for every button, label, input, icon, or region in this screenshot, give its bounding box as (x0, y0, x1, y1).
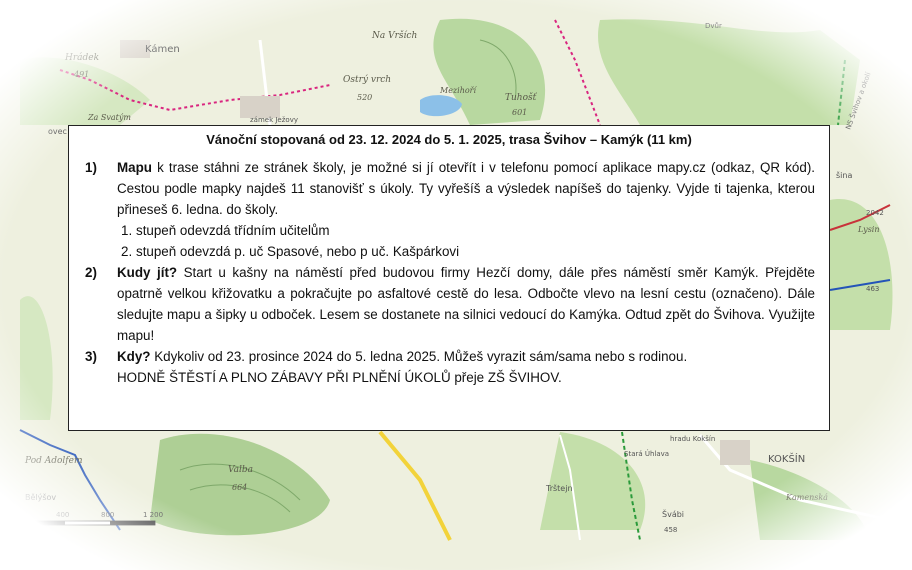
sub-item (121, 241, 815, 262)
sub-item (121, 220, 815, 241)
notice-item (83, 157, 815, 220)
sub-item-text: stupeň odevzdá třídním učitelům (136, 223, 330, 238)
item-number: 3) (85, 349, 97, 364)
item-body: k trase stáhni ze stránek školy, je možné si jí otevřít i v telefonu pomocí aplikace mapy.cz (odkaz, QR kód). Cestou podle mapky najdeš 11 stanovišť s úkoly. Ty vyřešíš a výsledek napíšeš do tajenky. Vyjde ti tajenka, kterou přineseš 6. ledna. do školy. (117, 160, 815, 217)
item-text (117, 346, 815, 367)
sub-item-number: 1. (121, 223, 133, 238)
sub-item-text: stupeň odevzdá p. uč Spasové, nebo p uč. Kašpárkovi (136, 244, 460, 259)
item-lead: Kdy? (117, 349, 151, 364)
item-text (117, 262, 815, 346)
notice-item (83, 346, 815, 367)
closing-line: HODNĚ ŠTĚSTÍ A PLNO ZÁBAVY PŘI PLNĚNÍ ÚKOLŮ přeje ZŠ ŠVIHOV. (117, 370, 562, 385)
item-text (117, 157, 815, 220)
notice-box (68, 125, 830, 431)
sub-item-number: 2. (121, 244, 133, 259)
item-number: 2) (85, 265, 97, 280)
notice-title: Vánoční stopovaná od 23. 12. 2024 do 5. 1. 2025, trasa Švihov – Kamýk (11 km) (206, 132, 692, 147)
item-body: Start u kašny na náměstí před budovou firmy Hezčí domy, dále přes náměstí směr Kamýk. Přejděte opatrně velkou křižovatku a pokračujte po asfaltové cestě do lesa. Odbočte vlevo na lesní cestu (označeno). Dále sledujte mapu a šipky u odboček. Lesem se dostanete na silnici vedoucí do Kamýka. Odtud zpět do Švihova. Využijte mapu! (117, 265, 815, 343)
item-number: 1) (85, 160, 97, 175)
item-lead: Mapu (117, 160, 152, 175)
item-lead: Kudy jít? (117, 265, 178, 280)
item-body: Kdykoliv od 23. prosince 2024 do 5. ledna 2025. Můžeš vyrazit sám/sama nebo s rodinou. (150, 349, 688, 364)
notice-item (83, 262, 815, 346)
